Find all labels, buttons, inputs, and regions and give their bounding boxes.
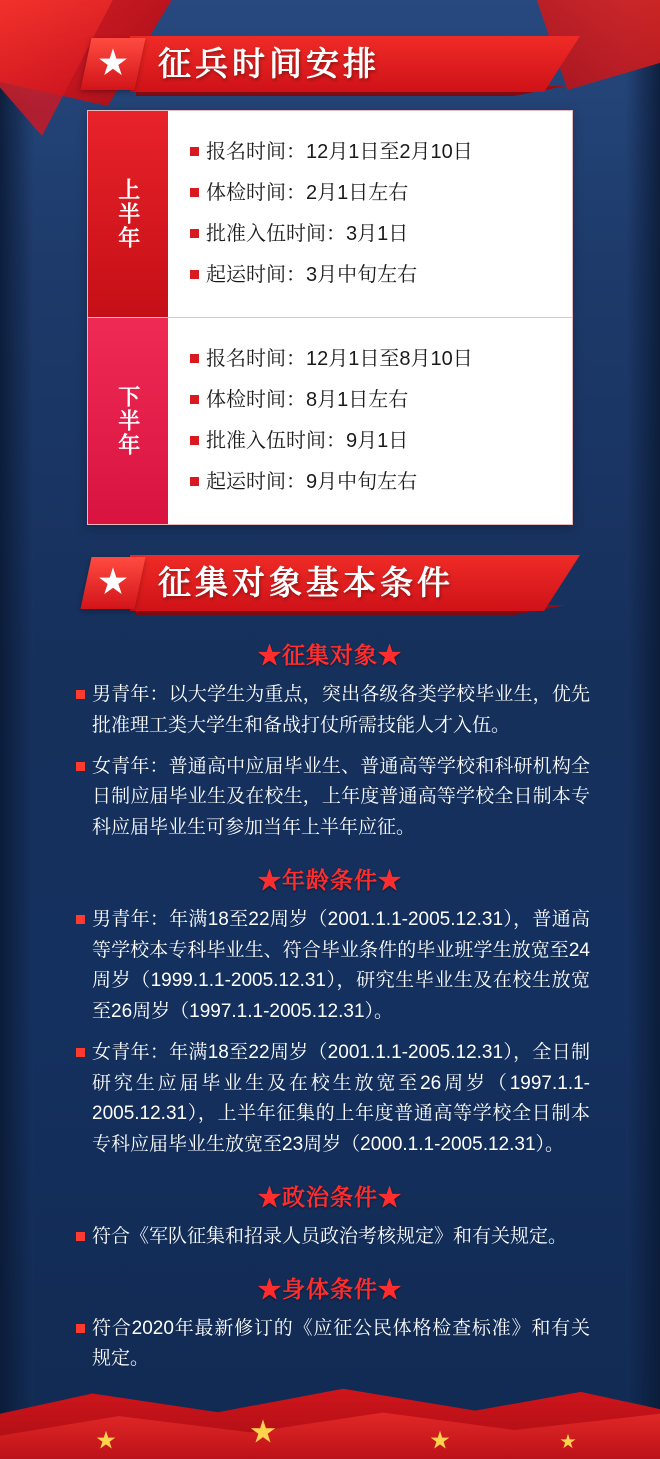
schedule-item — [190, 387, 556, 414]
square-bullet-icon — [190, 188, 199, 197]
schedule-item — [190, 221, 556, 248]
conditions-group-title-targets: ★征集对象★ — [258, 642, 402, 668]
conditions-banner-star-badge — [80, 557, 145, 609]
square-bullet-icon — [76, 1232, 85, 1241]
schedule-row-label: 下半年 — [88, 318, 168, 524]
schedule-item — [190, 180, 556, 207]
conditions-paragraph — [70, 905, 590, 1028]
schedule-item — [190, 346, 556, 373]
square-bullet-icon — [190, 477, 199, 486]
schedule-row-items — [168, 111, 572, 317]
conditions-paragraph — [70, 1038, 590, 1161]
square-bullet-icon — [190, 354, 199, 363]
left-edge-gradient — [0, 0, 34, 1459]
conditions-banner — [80, 555, 580, 611]
schedule-banner-title: 征兵时间安排 — [158, 45, 380, 82]
conditions-paragraph-text: 男青年：年满18至22周岁（2001.1.1-2005.12.31），普通高等学校本专科毕业生、符合毕业条件的毕业班学生放宽至24周岁（1999.1.1-2005.12.31），研究生毕业生及在校生放宽至26周岁（1997.1.1-2005.12.31）。 — [92, 908, 590, 1023]
schedule-item — [190, 262, 556, 289]
conditions-paragraph — [70, 680, 590, 742]
schedule-item-text: 体检时间：2月1日左右 — [206, 182, 409, 204]
square-bullet-icon — [76, 690, 85, 699]
square-bullet-icon — [190, 270, 199, 279]
conditions-body — [70, 637, 590, 1375]
conditions-group-title-age: ★年龄条件★ — [258, 866, 402, 893]
schedule-row-second-half — [88, 317, 572, 524]
conditions-paragraph-text: 女青年：普通高中应届毕业生、普通高等学校和科研机构全日制应届毕业生及在校生，上年度普通高等学校全日制本专科应届毕业生可参加当年上半年应征。 — [92, 755, 590, 839]
schedule-item-text: 报名时间：12月1日至8月10日 — [206, 348, 473, 370]
schedule-row-label: 上半年 — [88, 111, 168, 317]
star-icon: ★ — [430, 1430, 450, 1452]
schedule-banner-star-badge — [80, 38, 145, 90]
conditions-banner-title: 征集对象基本条件 — [158, 564, 454, 601]
square-bullet-icon — [190, 147, 199, 156]
schedule-row-items — [168, 318, 572, 524]
square-bullet-icon — [76, 915, 85, 924]
star-icon: ★ — [98, 566, 128, 599]
schedule-banner — [80, 36, 580, 92]
square-bullet-icon — [76, 1324, 85, 1333]
schedule-row-first-half — [88, 111, 572, 317]
square-bullet-icon — [190, 229, 199, 238]
schedule-card — [87, 110, 573, 525]
schedule-item-text: 起运时间：9月中旬左右 — [206, 471, 418, 493]
conditions-paragraph-text: 男青年：以大学生为重点，突出各级各类学校毕业生，优先批准理工类大学生和备战打仗所需技能人才入伍。 — [92, 684, 590, 736]
star-icon: ★ — [96, 1430, 116, 1452]
star-icon: ★ — [560, 1434, 577, 1451]
schedule-item-text: 起运时间：3月中旬左右 — [206, 264, 418, 286]
square-bullet-icon — [76, 1048, 85, 1057]
star-icon: ★ — [98, 47, 128, 80]
star-icon: ★ — [250, 1417, 277, 1447]
conditions-group-title-physical: ★身体条件★ — [258, 1275, 402, 1302]
square-bullet-icon — [190, 395, 199, 404]
conditions-paragraph — [70, 1222, 590, 1253]
conditions-group-title-political: ★政治条件★ — [258, 1183, 402, 1210]
conditions-paragraph-text: 符合《军队征集和招录人员政治考核规定》和有关规定。 — [92, 1225, 568, 1247]
conditions-paragraph-text: 符合2020年最新修订的《应征公民体格检查标准》和有关规定。 — [92, 1317, 590, 1370]
schedule-item-text: 批准入伍时间：3月1日 — [206, 223, 409, 245]
schedule-item-text: 体检时间：8月1日左右 — [206, 389, 409, 411]
schedule-item — [190, 428, 556, 455]
schedule-item — [190, 469, 556, 496]
schedule-item — [190, 139, 556, 166]
conditions-paragraph — [70, 1314, 590, 1376]
schedule-item-text: 报名时间：12月1日至2月10日 — [206, 141, 473, 163]
square-bullet-icon — [190, 436, 199, 445]
square-bullet-icon — [76, 762, 85, 771]
right-edge-gradient — [626, 0, 660, 1459]
schedule-item-text: 批准入伍时间：9月1日 — [206, 430, 409, 452]
conditions-paragraph — [70, 752, 590, 844]
conditions-paragraph-text: 女青年：年满18至22周岁（2001.1.1-2005.12.31），全日制研究生应届毕业生及在校生放宽至26周岁（1997.1.1-2005.12.31），上半年征集的上年度普通高等学校全日制本专科应届毕业生放宽至23周岁（2000.1.1-2005.12.31）。 — [92, 1041, 590, 1156]
